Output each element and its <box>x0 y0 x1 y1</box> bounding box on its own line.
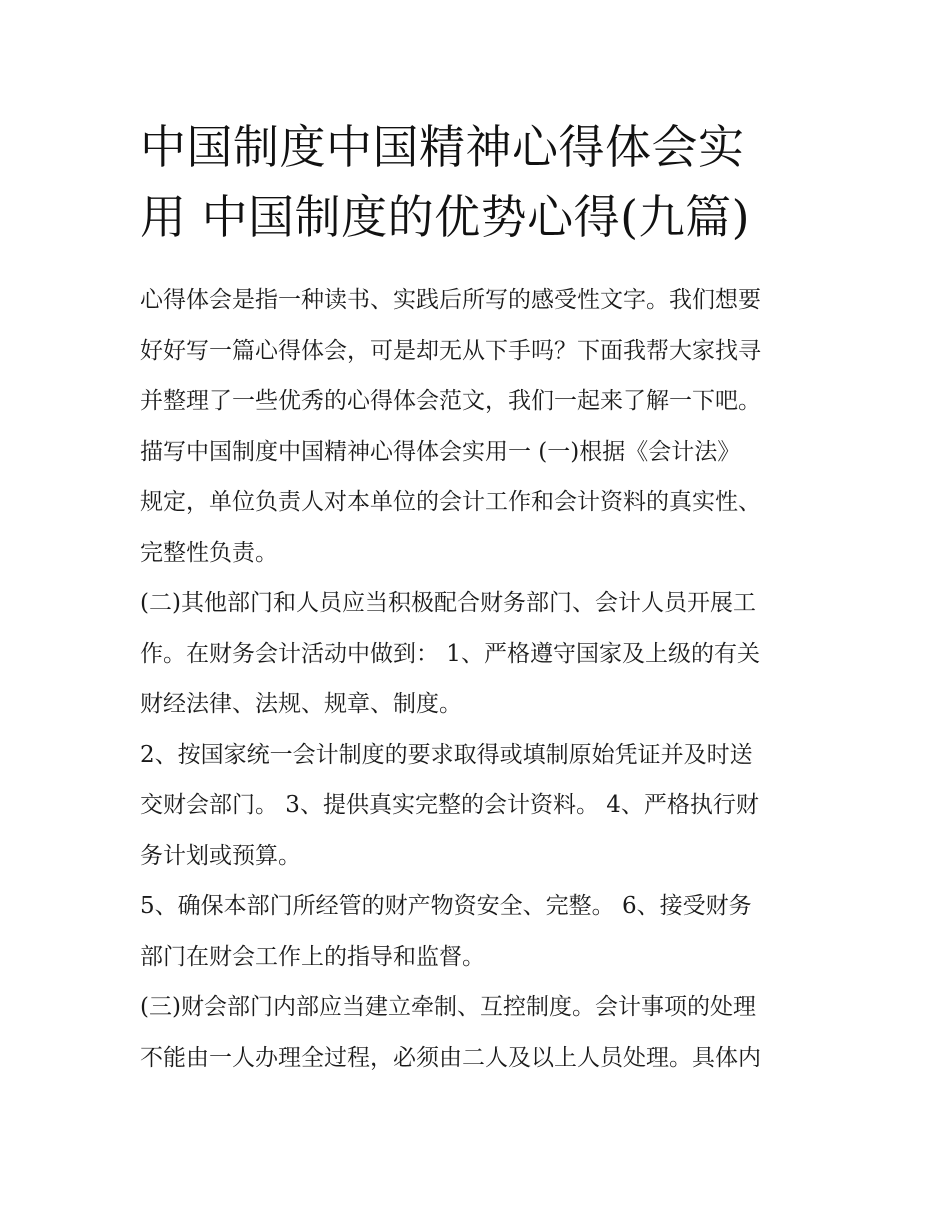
text-line: 完整性负责。 <box>140 539 278 566</box>
text-line: (三)财会部门内部应当建立牵制、互控制度。会计事项的处理 <box>140 994 756 1020</box>
paragraph-section-2 <box>140 578 820 730</box>
text-line: 好好写一篇心得体会，可是却无从下手吗？下面我帮大家找寻 <box>140 337 761 364</box>
title-line: 中国制度中国精神心得体会实 <box>140 120 745 174</box>
paragraph-items-5-6 <box>140 881 820 982</box>
text-line: 描写中国制度中国精神心得体会实用一 (一)根据《会计法》 <box>140 438 741 465</box>
paragraph-intro <box>140 275 820 578</box>
text-line: 心得体会是指一种读书、实践后所写的感受性文字。我们想要 <box>140 287 761 313</box>
document-title <box>140 112 820 252</box>
text-line: 2、按国家统一会计制度的要求取得或填制原始凭证并及时送 <box>140 741 753 768</box>
document-body <box>140 275 820 1083</box>
text-line: 作。在财务会计活动中做到： 1、严格遵守国家及上级的有关 <box>140 640 760 667</box>
text-line: 财经法律、法规、规章、制度。 <box>140 691 462 717</box>
title-line: 用 中国制度的优势心得(九篇) <box>140 190 751 244</box>
paragraph-items-2-4 <box>140 730 820 882</box>
text-line: 5、确保本部门所经管的财产物资安全、完整。 6、接受财务 <box>140 893 752 919</box>
text-line: 部门在财会工作上的指导和监督。 <box>140 943 485 970</box>
paragraph-section-3 <box>140 982 820 1083</box>
text-line: 务计划或预算。 <box>140 842 301 869</box>
text-line: 规定，单位负责人对本单位的会计工作和会计资料的真实性、 <box>140 489 761 515</box>
text-line: 并整理了一些优秀的心得体会范文，我们一起来了解一下吧。 <box>140 388 761 414</box>
text-line: 不能由一人办理全过程，必须由二人及以上人员处理。具体内 <box>140 1044 761 1071</box>
document-content <box>140 112 820 1083</box>
text-line: (二)其他部门和人员应当积极配合财务部门、会计人员开展工 <box>140 590 756 616</box>
text-line: 交财会部门。 3、提供真实完整的会计资料。 4、严格执行财 <box>140 792 759 818</box>
